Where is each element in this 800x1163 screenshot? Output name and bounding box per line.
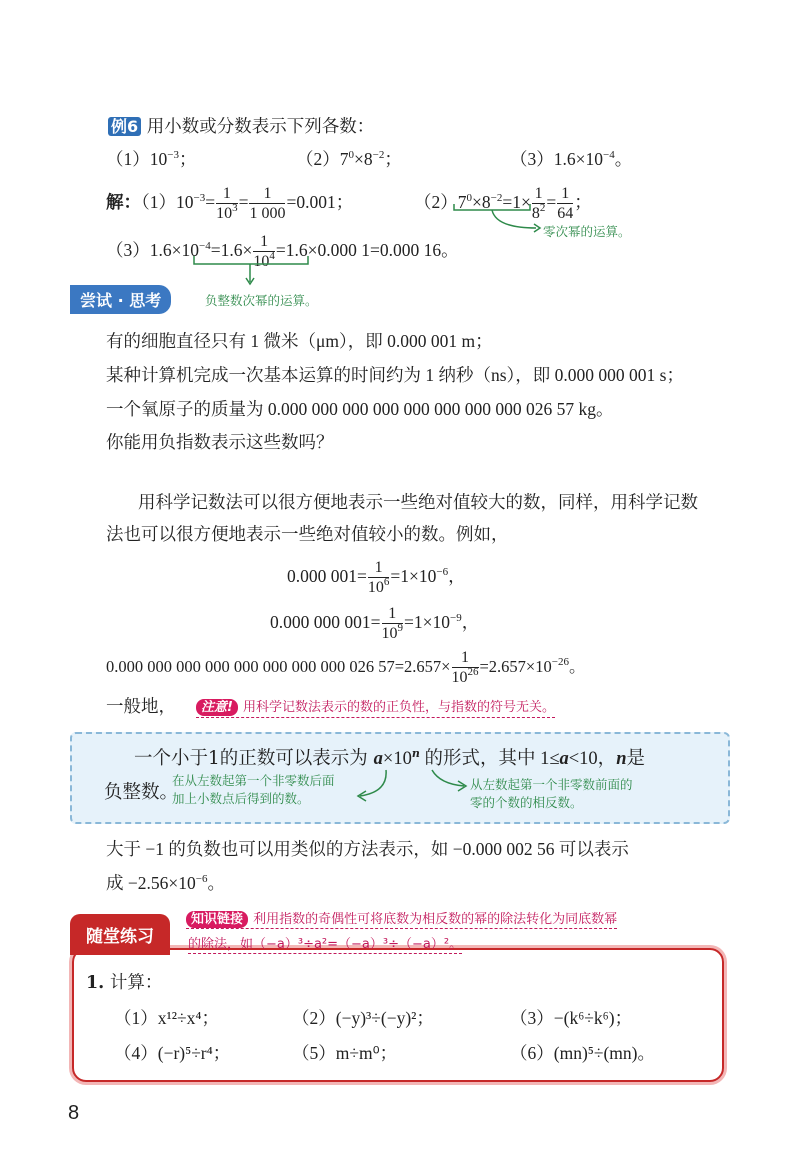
solution-part-2: $(2)7^0\times 8^{-2}=1\times$ $\frac{1}{8^2}$ = $\frac{1}{64}$ ；	[414, 185, 592, 222]
practice-problem-6: （6）(mn)⁵÷(mn)。	[510, 1043, 655, 1063]
knowledge-link-text-2: 的除法，如（−a）³÷a²=（−a）³÷（−a）²。	[188, 933, 462, 954]
example-question-2: $(2)7^0\times 8^{-2}$；	[296, 149, 402, 169]
definition-arrows	[340, 766, 480, 806]
try-think-tab: 尝试 · 思考	[70, 285, 171, 314]
example-question-3: $(3)1.6\times 10^{-4}$。	[510, 149, 633, 169]
solution-line-3: $(3)1.6\times 10^{-4}=1.6\times$ $\frac{1}{10^4}$ =1.6×0.000 1=0.000 16。	[106, 233, 459, 270]
zero-power-note: 零次幂的运算。	[543, 224, 631, 239]
example-title: 用小数或分数表示下列各数：	[146, 117, 375, 137]
example-badge: 例6	[108, 117, 141, 136]
item-number: 1.	[86, 973, 105, 993]
equation-3: 0.000 000 000 000 000 000 000 000 026 57=2.657× $\frac{1}{10^{26}}$ $=2.657\times 10^{-26}$。	[106, 649, 586, 686]
knowledge-link	[186, 908, 617, 954]
solution-label: 解：	[106, 192, 141, 213]
practice-tab: 随堂练习	[70, 914, 170, 955]
equation-1: 0.000 001= $\frac{1}{10^6}$ $=1\times 10^{-6}$，	[287, 559, 466, 596]
body-paragraph-line-2: 法也可以很方便地表示一些绝对值较小的数。例如，	[106, 525, 509, 545]
fraction: $\frac{1}{8^2}$	[531, 185, 546, 222]
body-paragraph-line-1: 用科学记数法可以很方便地表示一些绝对值较大的数，同样，用科学记数	[138, 493, 698, 513]
definition-line-1: 一个小于1的正数可以表示为 $a\times 10^n$ 的形式，其中 1≤a<10，n是	[134, 747, 645, 769]
practice-item-1	[86, 970, 162, 996]
try-line-4: 你能用负指数表示这些数吗？	[106, 433, 334, 453]
negative-power-bracket	[180, 252, 340, 292]
try-line-2: 某种计算机完成一次基本运算的时间约为 1 纳秒（ns），即 0.000 000 001 s；	[106, 365, 684, 385]
try-line-1: 有的细胞直径只有 1 微米（μm），即 0.000 001 m；	[106, 331, 493, 351]
example-title-line	[108, 114, 374, 140]
practice-problem-2: （2）(−y)³÷(−y)²；	[292, 1008, 434, 1028]
definition-note-left: 在从左数起第一个非零数后面 加上小数点后得到的数。	[172, 773, 335, 806]
definition-note-right: 从左数起第一个非零数前面的 零的个数的相反数。	[470, 777, 633, 810]
negative-power-note: 负整数次幂的运算。	[205, 293, 318, 308]
general-label: 一般地，	[106, 697, 176, 717]
fraction: $\frac{1}{1 000}$	[249, 185, 286, 222]
fraction: $\frac{1}{64}$	[557, 185, 574, 222]
fraction: $\frac{1}{10^9}$	[381, 605, 403, 642]
practice-problem-4: （4）(−r)⁵÷r⁴；	[114, 1043, 231, 1063]
definition-line-2: 负整数。	[104, 782, 179, 803]
try-line-3: 一个氧原子的质量为 0.000 000 000 000 000 000 000 000 026 57 kg。	[106, 399, 614, 419]
example-question-1: $(1)10^{-3}$；	[106, 149, 197, 169]
fraction: $\frac{1}{10^{26}}$	[451, 649, 479, 686]
solution-line-1: 解：$(1)10^{-3}=$ $\frac{1}{10^3}$ = $\frac{1}{1 000}$ =0.001；	[106, 185, 354, 222]
knowledge-link-text-1: 利用指数的奇偶性可将底数为相反数的幂的除法转化为同底数幂	[253, 912, 618, 927]
practice-problem-5: （5）m÷m⁰；	[292, 1043, 398, 1063]
item-title: 计算：	[109, 973, 163, 993]
practice-problem-1: （1）x¹²÷x⁴；	[114, 1008, 219, 1028]
fraction: $\frac{1}{10^6}$	[367, 559, 390, 596]
notice-line	[196, 696, 555, 718]
notice-badge: 注意!	[196, 699, 238, 716]
equation-2: 0.000 000 001= $\frac{1}{10^9}$ $=1\times 10^{-9}$，	[270, 605, 480, 642]
fraction: $\frac{1}{10^3}$	[216, 185, 238, 222]
notice-text: 用科学记数法表示的数的正负性，与指数的符号无关。	[243, 700, 556, 715]
fraction: $\frac{1}{10^4}$	[253, 233, 275, 270]
negative-line-1: 大于 −1 的负数也可以用类似的方法表示，如 −0.000 002 56 可以表示	[106, 839, 629, 859]
page-number: 8	[68, 1102, 80, 1124]
knowledge-link-badge: 知识链接	[186, 911, 248, 928]
practice-problem-3: （3）−(k⁶÷k⁶)；	[510, 1008, 633, 1028]
negative-line-2: 成 $-2.56\times 10^{-6}$。	[106, 873, 225, 893]
